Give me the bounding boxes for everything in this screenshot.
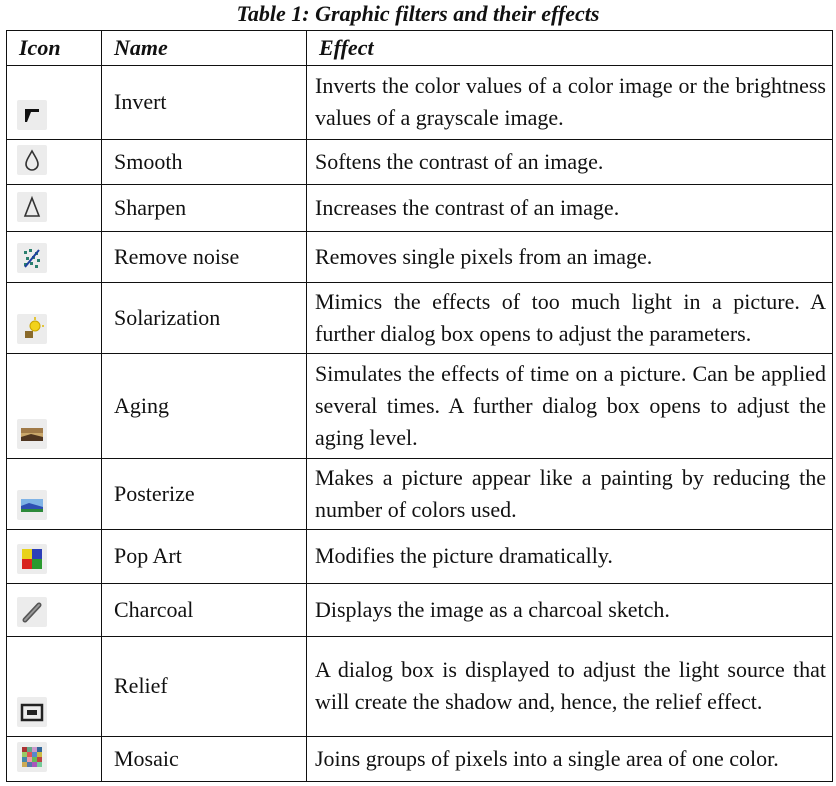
filter-name: Remove noise [102,231,307,282]
filter-name: Mosaic [102,736,307,781]
filter-name: Solarization [102,282,307,354]
filter-name: Relief [102,636,307,736]
remove-noise-icon [17,243,47,273]
filter-effect: A dialog box is displayed to adjust the light source that will create the shadow and, hence, the relief effect. [307,636,833,736]
table-row [7,583,833,636]
invert-icon [17,100,47,130]
filter-name: Smooth [102,139,307,184]
table-row [7,636,833,736]
header-name: Name [102,31,307,66]
table-row [7,184,833,231]
table-row [7,530,833,583]
mosaic-icon [17,742,47,772]
sharpen-icon [17,192,47,222]
table-row [7,458,833,530]
table-row [7,282,833,354]
header-icon: Icon [7,31,102,66]
filter-name: Sharpen [102,184,307,231]
filter-effect: Inverts the color values of a color image or the brightness values of a grayscale image. [307,66,833,140]
filter-effect: Displays the image as a charcoal sketch. [307,583,833,636]
filter-name: Aging [102,354,307,458]
filter-name: Invert [102,66,307,140]
relief-icon [17,697,47,727]
aging-icon [17,419,47,449]
filter-effect: Removes single pixels from an image. [307,231,833,282]
table-caption: Table 1: Graphic filters and their effects [236,1,600,26]
smooth-icon [17,145,47,175]
filter-name: Posterize [102,458,307,530]
filter-effect: Makes a picture appear like a painting by reducing the number of colors used. [307,458,833,530]
posterize-icon [17,490,47,520]
filters-table [6,30,833,782]
table-row [7,139,833,184]
solarization-icon [17,314,47,344]
table-row [7,66,833,140]
filter-effect: Modifies the picture dramatically. [307,530,833,583]
filter-effect: Mimics the effects of too much light in a picture. A further dialog box opens to adjust the parameters. [307,282,833,354]
pop-art-icon [17,544,47,574]
header-effect: Effect [307,31,833,66]
filter-effect: Softens the contrast of an image. [307,139,833,184]
filter-effect: Joins groups of pixels into a single area of one color. [307,736,833,781]
table-row [7,736,833,781]
table-row [7,231,833,282]
filter-name: Pop Art [102,530,307,583]
table-row [7,354,833,458]
filter-effect: Increases the contrast of an image. [307,184,833,231]
charcoal-icon [17,597,47,627]
filter-name: Charcoal [102,583,307,636]
header-row [7,31,833,66]
filter-effect: Simulates the effects of time on a picture. Can be applied several times. A further dialog box opens to adjust the aging level. [307,354,833,458]
